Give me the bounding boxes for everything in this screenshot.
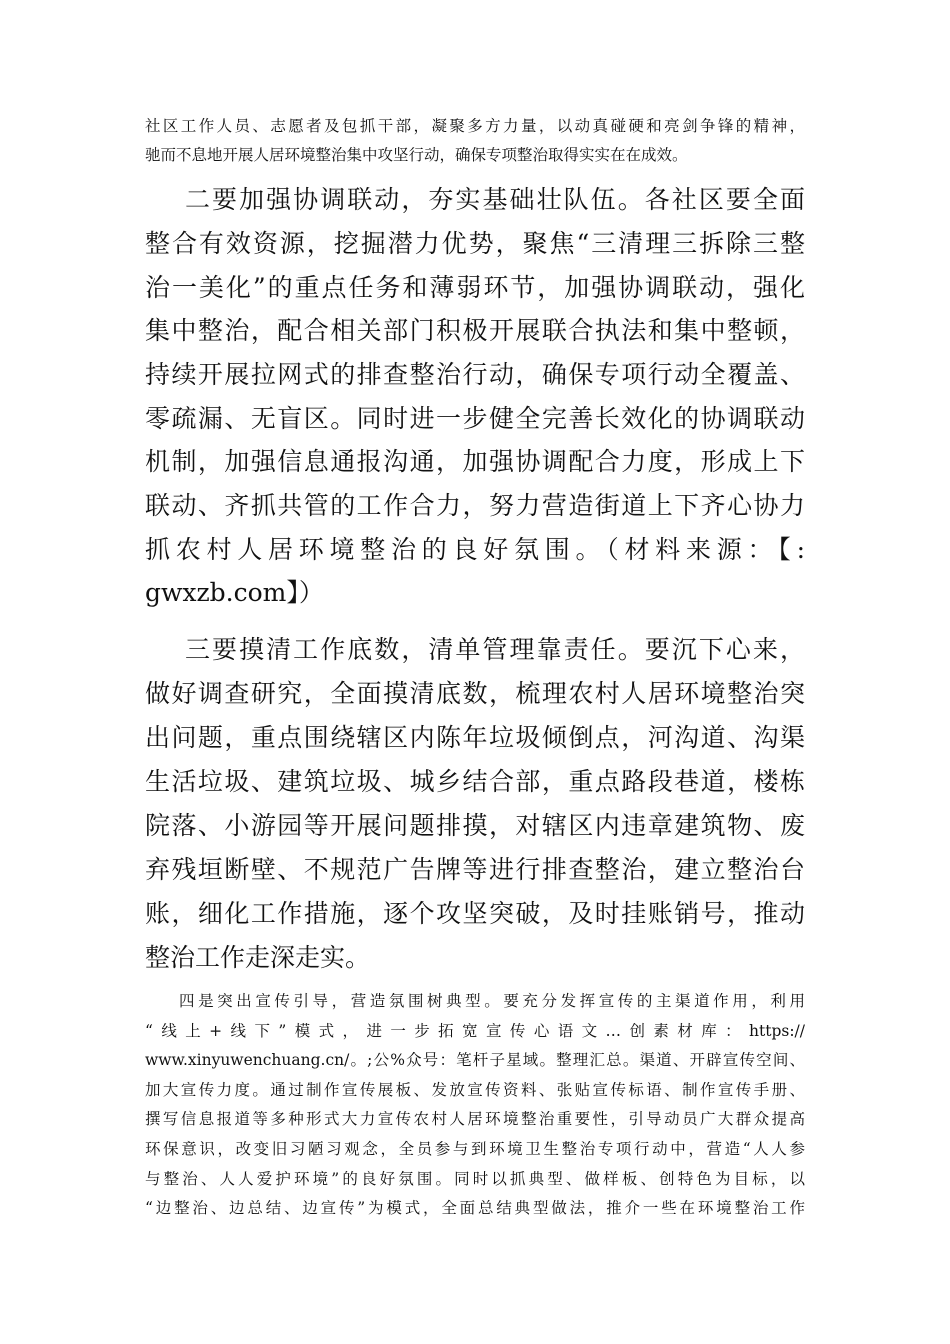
text-line: 三要摸清工作底数，清单管理靠责任。要沉下心来， (145, 635, 805, 664)
text-line: 零疏漏、无盲区。同时进一步健全完善长效化的协调联动 (145, 404, 805, 433)
text-line: www.xinyuwenchuang.cn/。;公%众号：笔杆子星域。整理汇总。渠道、开辟宣传空间、 (145, 1051, 805, 1069)
text-line: 生活垃圾、建筑垃圾、城乡结合部，重点路段巷道，楼栋 (145, 767, 805, 796)
text-line: 环保意识，改变旧习陋习观念，全员参与到环境卫生整治专项行动中，营造“人人参 (145, 1140, 805, 1158)
text-line: 社区工作人员、志愿者及包抓干部，凝聚多方力量，以动真碰硬和亮剑争锋的精神， (145, 117, 805, 135)
text-line: 持续开展拉网式的排查整治行动，确保专项行动全覆盖、 (145, 360, 805, 389)
text-line: 院落、小游园等开展问题排摸，对辖区内违章建筑物、废 (145, 811, 805, 840)
text-line: 整合有效资源，挖掘潜力优势，聚焦“三清理三拆除三整 (145, 229, 805, 258)
text-line: “线上+线下”模式，进一步拓宽宣传心语文…创素材库：https:// (145, 1022, 805, 1040)
text-line: 与整治、人人爱护环境”的良好氛围。同时以抓典型、做样板、创特色为目标，以 (145, 1170, 805, 1188)
text-line: 治一美化”的重点任务和薄弱环节，加强协调联动，强化 (145, 273, 805, 302)
text-line: 出问题，重点围绕辖区内陈年垃圾倾倒点，河沟道、沟渠 (145, 723, 805, 752)
text-line: 做好调查研究，全面摸清底数，梳理农村人居环境整治突 (145, 679, 805, 708)
text-line: 整治工作走深走实。 (145, 943, 371, 972)
text-line: gwxzb.com】） (145, 578, 324, 607)
text-line: 加大宣传力度。通过制作宣传展板、发放宣传资料、张贴宣传标语、制作宣传手册、 (145, 1081, 805, 1099)
text-line: “边整治、边总结、边宣传”为模式，全面总结典型做法，推介一些在环境整治工作 (145, 1199, 805, 1217)
text-line: 集中整治，配合相关部门积极开展联合执法和集中整顿， (145, 316, 805, 345)
text-line: 四是突出宣传引导，营造氛围树典型。要充分发挥宣传的主渠道作用，利用 (145, 992, 805, 1010)
text-line: 机制，加强信息通报沟通，加强协调配合力度，形成上下 (145, 447, 805, 476)
text-line: 联动、齐抓共管的工作合力，努力营造街道上下齐心协力 (145, 491, 805, 520)
text-line: 抓农村人居环境整治的良好氛围。（材料来源：【: (145, 535, 805, 564)
text-line: 二要加强协调联动，夯实基础壮队伍。各社区要全面 (145, 185, 805, 214)
text-line: 驰而不息地开展人居环境整治集中攻坚行动，确保专项整治取得实实在在成效。 (145, 146, 688, 164)
text-line: 账，细化工作措施，逐个攻坚突破，及时挂账销号，推动 (145, 899, 805, 928)
text-line: 弃残垣断壁、不规范广告牌等进行排查整治，建立整治台 (145, 855, 805, 884)
text-line: 撰写信息报道等多种形式大力宣传农村人居环境整治重要性，引导动员广大群众提高 (145, 1110, 805, 1128)
